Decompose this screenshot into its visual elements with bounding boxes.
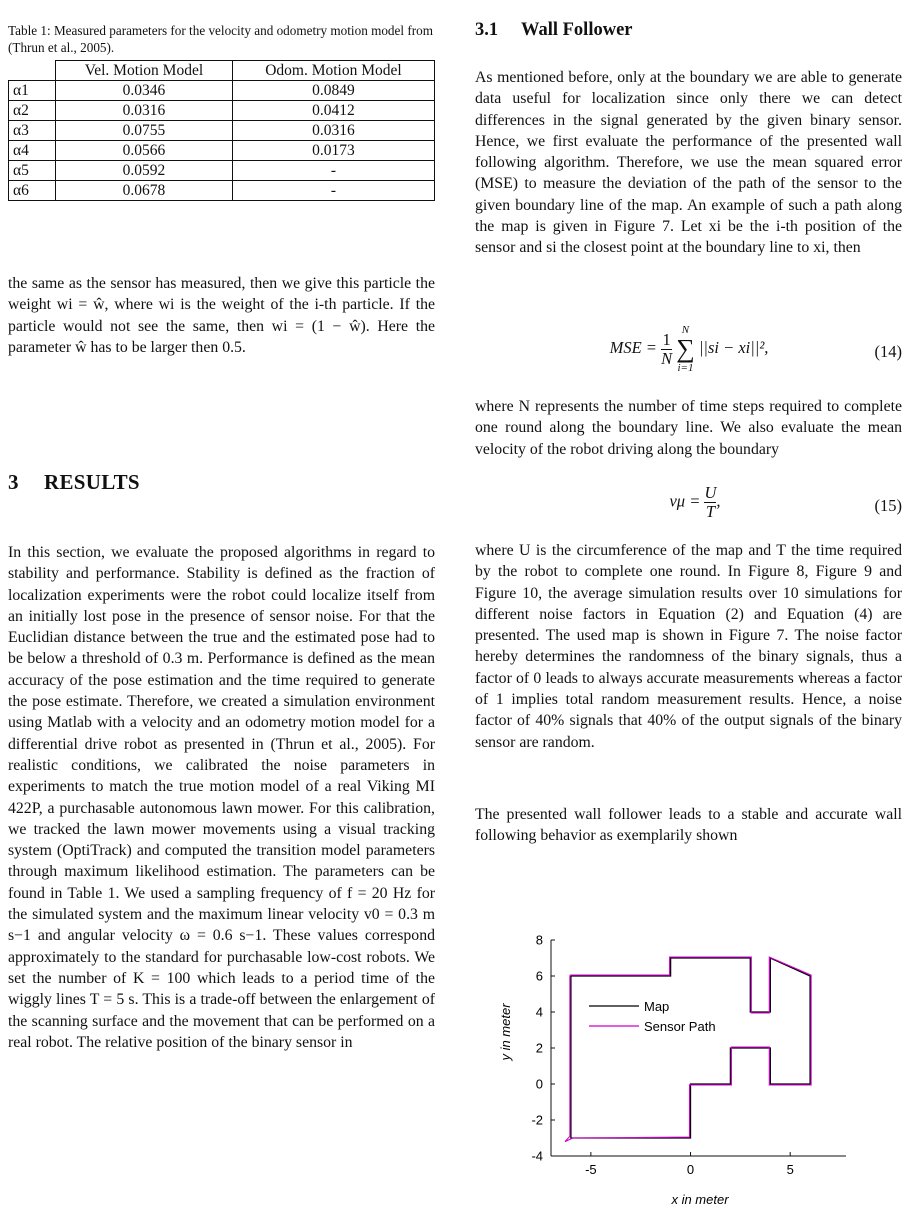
- y-tick-label: 0: [535, 1076, 543, 1092]
- eq14-lhs: MSE =: [609, 337, 657, 357]
- row-label: α3: [9, 121, 56, 141]
- series-line-1: [565, 957, 811, 1142]
- odom-value: 0.0412: [232, 101, 434, 121]
- series-line-0: [571, 958, 810, 1138]
- section-number: 3: [8, 470, 19, 494]
- equation-15-body: [625, 484, 765, 521]
- x-tick-label: 5: [786, 1162, 794, 1177]
- row-label: α6: [9, 181, 56, 201]
- y-axis-label: y in meter: [498, 1003, 513, 1061]
- right-paragraph-1: As mentioned before, only at the boundary we are able to generate data useful for localization since only there we can detect differences in the signal generated by the given binary sensor. Hence, we first evaluate the performance of the presented wall following algorithm. Therefore, we use the mean squared error (MSE) to measure the deviation of the path of the sensor to the given boundary line of the map. An example of such a path along the map is given in Figure 7. Let xi be the i-th position of the sensor and si the closest point at the boundary line to xi, then: [475, 69, 902, 257]
- subsection-number: 3.1: [475, 20, 499, 40]
- y-tick-label: 8: [535, 932, 543, 948]
- equation-15: [475, 484, 902, 528]
- odom-value: 0.0173: [232, 141, 434, 161]
- vel-value: 0.0592: [56, 161, 233, 181]
- row-label: α2: [9, 101, 56, 121]
- parameters-table: [8, 60, 435, 201]
- eq15-tail: ,: [716, 491, 721, 511]
- legend-label-0: Map: [644, 999, 670, 1014]
- subsection-heading: [475, 20, 633, 41]
- subsection-title: Wall Follower: [521, 20, 633, 40]
- odom-value: -: [232, 181, 434, 201]
- table-caption: Table 1: Measured parameters for the velocity and odometry motion model from (Thrun et al., 2005).: [8, 23, 433, 55]
- eq15-lhs: vμ =: [669, 491, 701, 511]
- eq15-num: U: [704, 483, 717, 502]
- table-header-vel: Vel. Motion Model: [56, 61, 233, 81]
- eq14-fraction: [661, 331, 672, 368]
- odom-value: -: [232, 161, 434, 181]
- table-header-odom: Odom. Motion Model: [232, 61, 434, 81]
- y-tick-label: -2: [531, 1112, 543, 1128]
- eq15-fraction: [704, 484, 716, 521]
- eq15-den: T: [705, 502, 716, 521]
- plot-legend: [589, 999, 716, 1034]
- table-row: [9, 141, 435, 161]
- y-tick-label: 4: [535, 1004, 543, 1020]
- table-row: [9, 121, 435, 141]
- y-tick-label: 6: [535, 968, 543, 984]
- map-plot: [496, 928, 866, 1210]
- vel-value: 0.0346: [56, 81, 233, 101]
- y-tick-label: 2: [535, 1040, 543, 1056]
- y-tick-label: -4: [531, 1148, 543, 1164]
- equation-14-body: [539, 324, 839, 374]
- x-axis-label: x in meter: [671, 1192, 729, 1207]
- table-header-row: [9, 61, 435, 81]
- section-title: RESULTS: [44, 470, 140, 494]
- equation-14: [475, 324, 902, 380]
- eq14-den: N: [661, 348, 673, 368]
- section-heading: [8, 470, 140, 495]
- x-tick-label: 0: [686, 1162, 695, 1177]
- equation-number-15: (15): [874, 496, 902, 515]
- eq14-body: ||si − xi||²,: [698, 337, 769, 357]
- right-paragraph-3: where U is the circumference of the map and T the time required by the robot to complete one round. In Figure 8, Figure 9 and Figure 10, the average simulation results over 10 simulations for different noise factors in Equation (2) and Equation (4) are presented. The used map is shown in Figure 7. The noise factor hereby determines the randomness of the binary signals, thus a factor of 0 leads to always accurate measurements whereas a factor of 1 implies total random measurement results. Hence, a noise factor of 40% signals that 40% of the output signals of the binary sensor are random.: [475, 542, 902, 751]
- eq14-num: 1: [662, 329, 671, 349]
- eq14-sum-top: N: [681, 324, 690, 336]
- eq14-sum-bot: i=1: [677, 362, 694, 374]
- left-paragraph-2: In this section, we evaluate the proposed algorithms in regard to stability and performance. Stability is defined as the fraction of localization experiments were the robot could localize itself from an initially lost pose in the presence of sensor noise. For that the Euclidian distance between the true and the estimated pose had to be below a threshold of 0.3 m. Performance is defined as the mean accuracy of the pose estimation and the time required to generate the pose estimate. Therefore, we created a simulation environment using Matlab with a velocity and an odometry motion model for a differential drive robot as presented in (Thrun et al., 2005). For realistic conditions, we calibrated the noise parameters in experiments to match the true motion model of a real Viking MI 422P, a purchasable autonomous lawn mower. For this calibration, we tracked the lawn mower movements using a visual tracking system (OptiTrack) and computed the transition model parameters through maximum likelihood estimation. The parameters can be found in Table 1. We used a sampling frequency of f = 20 Hz for the simulated system and the maximum linear velocity v0 = 0.3 m s−1 and angular velocity ω = 0.6 s−1. These values correspond approximately to the standard for purchasable low-cost robots. We set the number of K = 100 which leads to a period time of the wiggly lines T = 5 s. This is a trade-off between the enlargement of the scanning surface and the movement that can be performed on a real robot. The relative position of the binary sensor in: [8, 544, 435, 1051]
- table-row: [9, 181, 435, 201]
- table-row: [9, 81, 435, 101]
- plot-lines: [565, 957, 811, 1142]
- row-label: α4: [9, 141, 56, 161]
- right-paragraph-4: The presented wall follower leads to a stable and accurate wall following behavior as exemplarily shown: [475, 806, 902, 845]
- vel-value: 0.0755: [56, 121, 233, 141]
- table-header-blank: [9, 61, 56, 81]
- odom-value: 0.0316: [232, 121, 434, 141]
- x-tick-label: -5: [585, 1162, 597, 1177]
- table-row: [9, 161, 435, 181]
- vel-value: 0.0566: [56, 141, 233, 161]
- row-label: α5: [9, 161, 56, 181]
- row-label: α1: [9, 81, 56, 101]
- vel-value: 0.0678: [56, 181, 233, 201]
- odom-value: 0.0849: [232, 81, 434, 101]
- table-row: [9, 101, 435, 121]
- vel-value: 0.0316: [56, 101, 233, 121]
- sum-symbol: N ∑ i=1: [676, 324, 695, 374]
- equation-number-14: (14): [874, 342, 902, 361]
- right-paragraph-2: where N represents the number of time steps required to complete one round along the boundary line. We also evaluate the mean velocity of the robot driving along the boundary: [475, 398, 902, 458]
- legend-label-1: Sensor Path: [644, 1019, 716, 1034]
- left-paragraph-1: the same as the sensor has measured, then we give this particle the weight wi = ŵ, where wi is the weight of the i-th particle. If the particle would not see the same, then wi = (1 − ŵ). Here the parameter ŵ has to be larger then 0.5.: [8, 275, 435, 356]
